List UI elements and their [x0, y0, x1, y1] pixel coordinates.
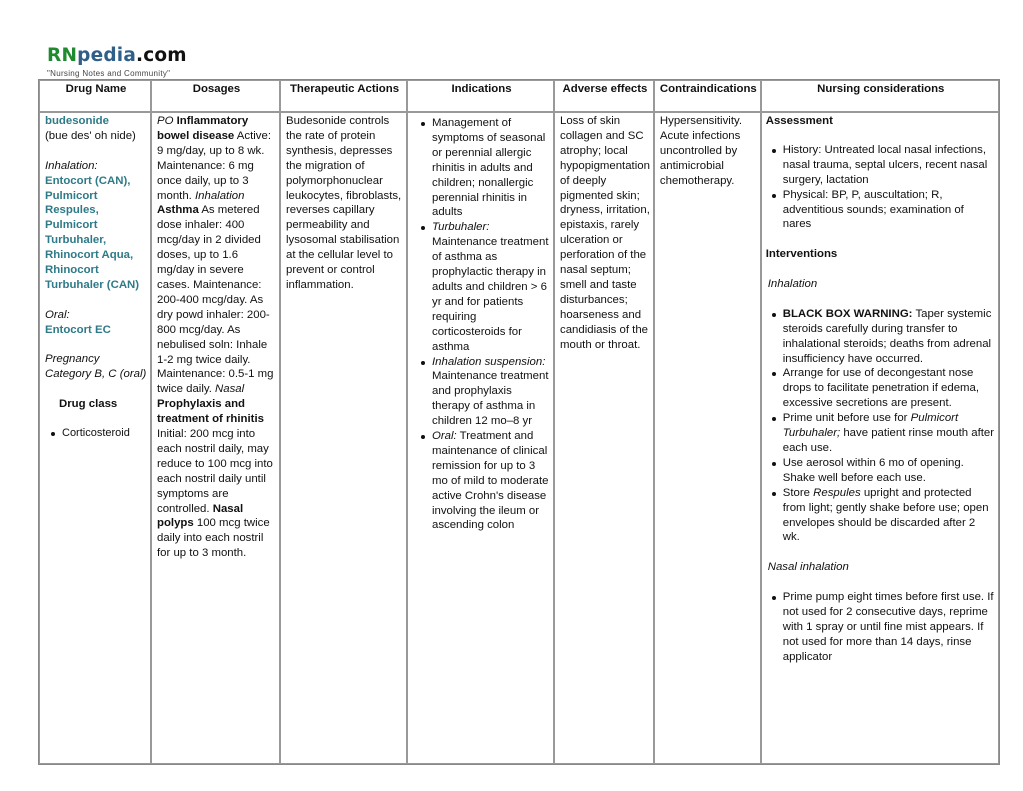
intervention-item: Prime unit before use for Pulmicort Turbuhaler; have patient rinse mouth after each use. — [770, 411, 995, 456]
site-tagline: "Nursing Notes and Community" — [47, 69, 171, 78]
assessment-title: Assessment — [765, 115, 833, 127]
therapeutic-actions-text: Budesonide controls the rate of protein synthesis, depresses the migration of polymorphonuclear leukocytes, fibroblasts, reverses capillary permeability and lysosomal stabilisation at the cellular level to prevent or control inflammation. — [286, 115, 402, 291]
indication-item: Turbuhaler: Maintenance treatment of asthma as prophylactic therapy in adults and children > 6 yr and for patients requiring corticosteroids for asthma — [419, 220, 550, 354]
inhalation-subtitle: Inhalation — [767, 278, 818, 291]
cell-dosages — [151, 112, 280, 764]
cell-contraindications — [654, 112, 761, 764]
cell-drug-name — [39, 112, 151, 764]
rhinitis-text: Initial: 200 mcg into each nostril daily, may reduce to 100 mcg into each nostril daily until symptoms are controlled. — [157, 428, 273, 515]
ibd-text: Active: 9 mg/day, up to 8 wk. Maintenance: 6 mg once daily, up to 3 month. — [157, 129, 271, 202]
drug-table — [38, 79, 1000, 765]
ibd-title: Inflammatory bowel disease — [157, 115, 249, 142]
drug-class-value: Corticosteroid — [49, 426, 147, 441]
cell-indications — [407, 112, 554, 764]
col-header-nursing-considerations: Nursing considerations — [761, 80, 999, 112]
col-header-adverse-effects: Adverse effects — [554, 80, 654, 112]
contraindications-text: Hypersensitivity. Acute infections uncontrolled by antimicrobial chemotherapy. — [659, 115, 742, 187]
intervention-item: Store Respules upright and protected from light; gently shake before use; open envelopes should be discarded after 2 wk. — [770, 486, 995, 546]
polyps-title: Nasal polyps — [157, 502, 244, 530]
route-po: PO — [157, 115, 174, 127]
inhalation-brands: Entocort (CAN), Pulmicort Respules, Pulmicort Turbuhaler, Rhinocort Aqua, Rhinocort Turbuhaler (CAN) — [45, 174, 140, 291]
polyps-text: 100 mcg twice daily into each nostril for up to 3 month. — [157, 517, 270, 560]
inhalation-label: Inhalation: — [45, 159, 98, 172]
assessment-history: History: Untreated local nasal infections, nasal trauma, septal ulcers, recent nasal surgery, lactation — [770, 143, 995, 188]
cell-nursing-considerations — [761, 112, 999, 764]
table-header-row — [39, 80, 999, 112]
oral-label: Oral: — [45, 308, 70, 321]
interventions-title: Interventions — [765, 248, 838, 261]
intervention-item: Use aerosol within 6 mo of opening. Shake well before each use. — [770, 456, 995, 486]
intervention-item: Arrange for use of decongestant nose drops to facilitate penetration if edema, excessive secretions are present. — [770, 366, 995, 411]
rhinitis-title: Prophylaxis and treatment of rhinitis — [157, 398, 264, 426]
indication-item: Inhalation suspension: Maintenance treatment and prophylaxis therapy of asthma in children 12 mo–8 yr — [419, 355, 550, 430]
indication-item: Oral: Treatment and maintenance of clinical remission for up to 3 mo of mild to moderate active Crohn's disease involving the ileum or ascending colon — [419, 429, 550, 533]
indication-item: Management of symptoms of seasonal or perennial allergic rhinitis in adults and children; nonallergic perennial rhinitis in adults — [419, 116, 550, 220]
col-header-indications: Indications — [407, 80, 554, 112]
asthma-title: Asthma — [157, 204, 199, 217]
site-logo: RNpedia.com — [47, 45, 187, 66]
assessment-physical: Physical: BP, P, auscultation; R, adventitious sounds; examination of nares — [770, 188, 995, 233]
table-row — [39, 112, 999, 764]
col-header-contraindications: Contraindications — [654, 80, 761, 112]
nasal-inhalation-subtitle: Nasal inhalation — [767, 561, 849, 574]
col-header-dosages: Dosages — [151, 80, 280, 112]
cell-therapeutic-actions — [280, 112, 407, 764]
pregnancy-category: Pregnancy Category B, C (oral) — [45, 353, 147, 381]
drug-name: budesonide — [45, 115, 109, 127]
adverse-effects-text: Loss of skin collagen and SC atrophy; local hypopigmentation of deeply pigmented skin; dryness, irritation, epistaxis, rarely ulceration or perforation of the nasal septum; smell and taste disturbances; hoarseness and candidiasis of the mouth or throat. — [560, 115, 650, 351]
cell-adverse-effects — [554, 112, 654, 764]
drug-class-label: Drug class — [59, 398, 118, 411]
route-inhalation: Inhalation — [195, 189, 245, 202]
route-nasal: Nasal — [215, 383, 245, 396]
asthma-text: As metered dose inhaler: 400 mcg/day in 2 divided doses, up to 1.6 mg/day in severe cases. Maintenance: 200-400 mcg/day. As dry powd inhaler: 200-800 mcg/day. As nebulised soln: Inhale 1-2 mg twice daily. Maintenance: 0.5-1 mg twice daily. — [157, 204, 274, 396]
intervention-item: BLACK BOX WARNING: Taper systemic steroids carefully during transfer to inhalational steroids; deaths from adrenal insufficiency have occurred. — [770, 307, 995, 367]
drug-pronunciation: (bue des' oh nide) — [45, 129, 136, 142]
col-header-drug-name: Drug Name — [39, 80, 151, 112]
intervention-item: Prime pump eight times before first use. If not used for 2 consecutive days, reprime with 1 spray or until fine mist appears. If not used for more than 14 days, rinse applicator — [770, 590, 995, 665]
col-header-therapeutic-actions: Therapeutic Actions — [280, 80, 407, 112]
oral-brand: Entocort EC — [45, 323, 111, 336]
